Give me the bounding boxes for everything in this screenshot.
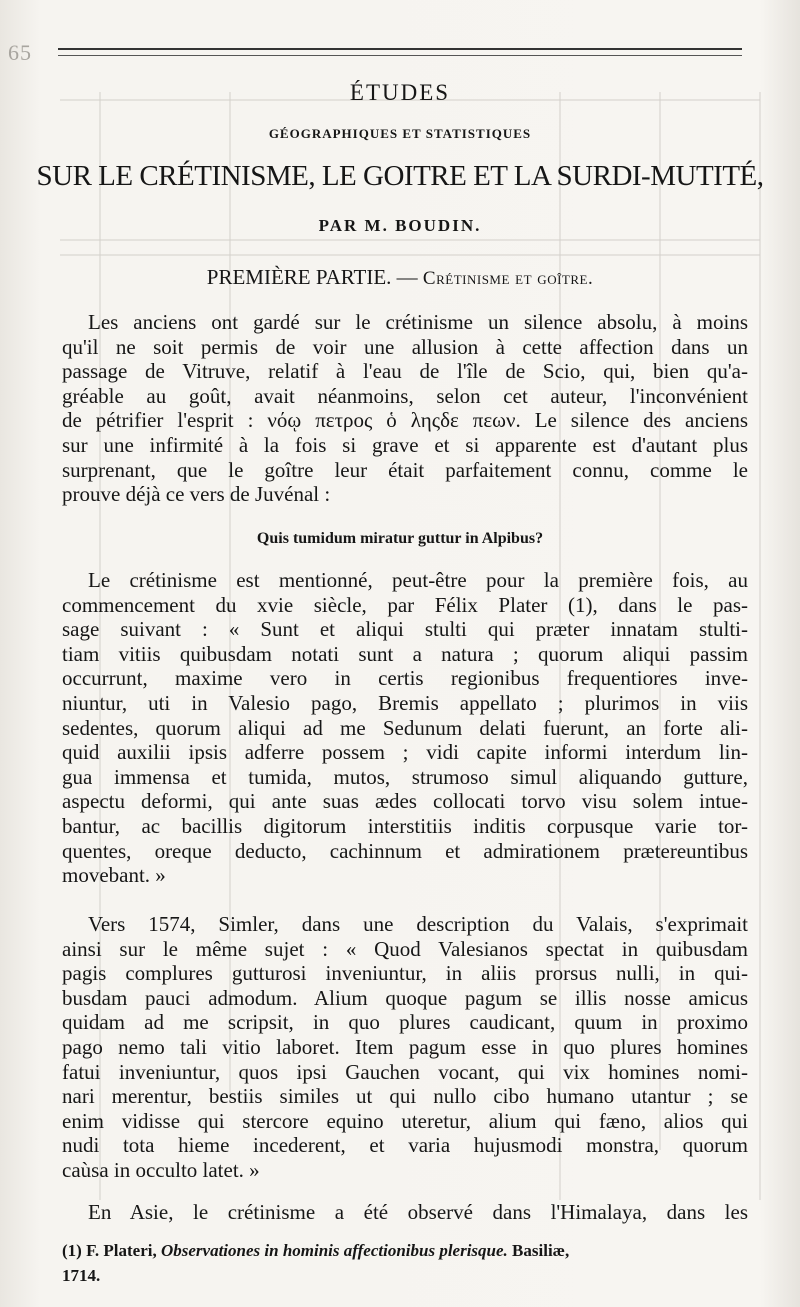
text-line: ainsi sur le même sujet : « Quod Valesianos spectat in quibusdam	[62, 936, 748, 961]
paragraph-3	[62, 912, 748, 1183]
footnote-marker: (1) F. Plateri,	[62, 1241, 157, 1260]
footnote-place: Basiliæ,	[512, 1241, 570, 1260]
text-line: niuntur, uti in Valesio pago, Bremis appellato ; plurimos in viis	[62, 690, 748, 715]
part-heading	[0, 265, 800, 290]
text-line: busdam pauci admodum. Alium quoque pagum se illis nosse amicus	[62, 985, 748, 1010]
text-line: tiam vitiis quibusdam notati sunt a natura ; quorum aliqui passim	[62, 641, 748, 666]
paragraph-4	[62, 1200, 748, 1225]
text-line: fatui inveniuntur, quos ipsi Gauchen vocant, qui vix homines nomi-	[62, 1059, 748, 1084]
text-line: Les anciens ont gardé sur le crétinisme un silence absolu, à moins	[88, 310, 748, 334]
text-line: sedentes, quorum aliqui ad me Sedunum delati fuerunt, an forte ali-	[62, 715, 748, 740]
text-line: surprenant, que le goître leur était parfaitement connu, comme le	[62, 457, 748, 482]
text-line: sur une infirmité à la fois si grave et si apparente est d'autant plus	[62, 432, 748, 457]
text-line: pagis complures gutturosi inveniuntur, in aliis prorsus nulli, in qui-	[62, 961, 748, 986]
text-line: passage de Vitruve, relatif à l'eau de l'île de Scio, qui, bien qu'a-	[62, 359, 748, 384]
text-line: prouve déjà ce vers de Juvénal :	[62, 482, 331, 507]
header-rule	[58, 48, 742, 50]
footnote-work: Observationes in hominis affectionibus plerisque.	[160, 1241, 508, 1260]
text-line: enim vidisse qui stercore equino uteretur, alium qui fæno, alios qui	[62, 1108, 748, 1133]
part-heading-left: PREMIÈRE PARTIE. —	[206, 265, 418, 289]
paragraph-2	[62, 568, 748, 888]
text-line: quidam ad me scripsit, in quo plures caudicant, quum in proximo	[62, 1010, 748, 1035]
juvenal-quote: Quis tumidum miratur guttur in Alpibus?	[256, 530, 544, 547]
text-line: gréable au goût, avait néanmoins, selon cet auteur, l'inconvénient	[62, 383, 748, 408]
text-line: sage suivant : « Sunt et aliqui stulti qui præter innatam stulti-	[62, 617, 748, 642]
paragraph-1	[62, 310, 748, 507]
text-line: caùsa in occulto latet. »	[62, 1157, 260, 1182]
text-line: nari merentur, bestiis similes ut qui nullo cibo humano utantur ; se	[62, 1084, 748, 1109]
text-line: aspectu deformi, qui ante suas ædes collocati torvo visu solem intue-	[62, 789, 748, 814]
text-line: Vers 1574, Simler, dans une description du Valais, s'exprimait	[88, 912, 748, 936]
article-subtitle: GÉOGRAPHIQUES ET STATISTIQUES	[268, 126, 532, 141]
text-line: Le crétinisme est mentionné, peut-être pour la première fois, au	[88, 568, 748, 592]
part-heading-right: Crétinisme et goître.	[422, 268, 594, 289]
text-line: gua immensa et tumida, mutos, strumoso simul aliquando gutture,	[62, 764, 748, 789]
text-line: pago nemo tali vitio laboret. Item pagum esse in quo plures homines	[62, 1034, 748, 1059]
text-line: occurrunt, maxime vero in certis regionibus frequentiores inve-	[62, 666, 748, 691]
text-line: de pétrifier l'esprit : νόῳ πετρος ὁ ληςδε πεων. Le silence des anciens	[62, 408, 748, 433]
text-line: commencement du xvie siècle, par Félix Plater (1), dans le pas-	[62, 592, 748, 617]
header-rule-thin	[58, 55, 742, 56]
text-line: qu'il ne soit permis de voir une allusion à cette affection dans un	[62, 334, 748, 359]
text-line: nudi tota hieme incederent, et varia hujusmodi monstra, quorum	[62, 1133, 748, 1158]
author-line: PAR M. BOUDIN.	[318, 216, 482, 235]
article-title: ÉTUDES	[349, 80, 451, 105]
footnote-year: 1714.	[62, 1266, 101, 1285]
text-line: En Asie, le crétinisme a été observé dans l'Himalaya, dans les	[88, 1200, 748, 1224]
article-main-title: SUR LE CRÉTINISME, LE GOITRE ET LA SURDI-MUTITÉ,	[36, 160, 764, 192]
text-line: movebant. »	[62, 863, 166, 888]
footnote	[62, 1238, 748, 1288]
text-line: quid auxilii ipsis adferre possem ; vidi capite informi interdum lin-	[62, 740, 748, 765]
text-line: bantur, ac bacillis digitorum interstitiis inditis corpusque varie tor-	[62, 813, 748, 838]
text-line: quentes, oreque deducto, cachinnum et admirationem prætereuntibus	[62, 838, 748, 863]
footnote-line	[62, 1238, 748, 1263]
page-number: 65	[8, 40, 32, 65]
